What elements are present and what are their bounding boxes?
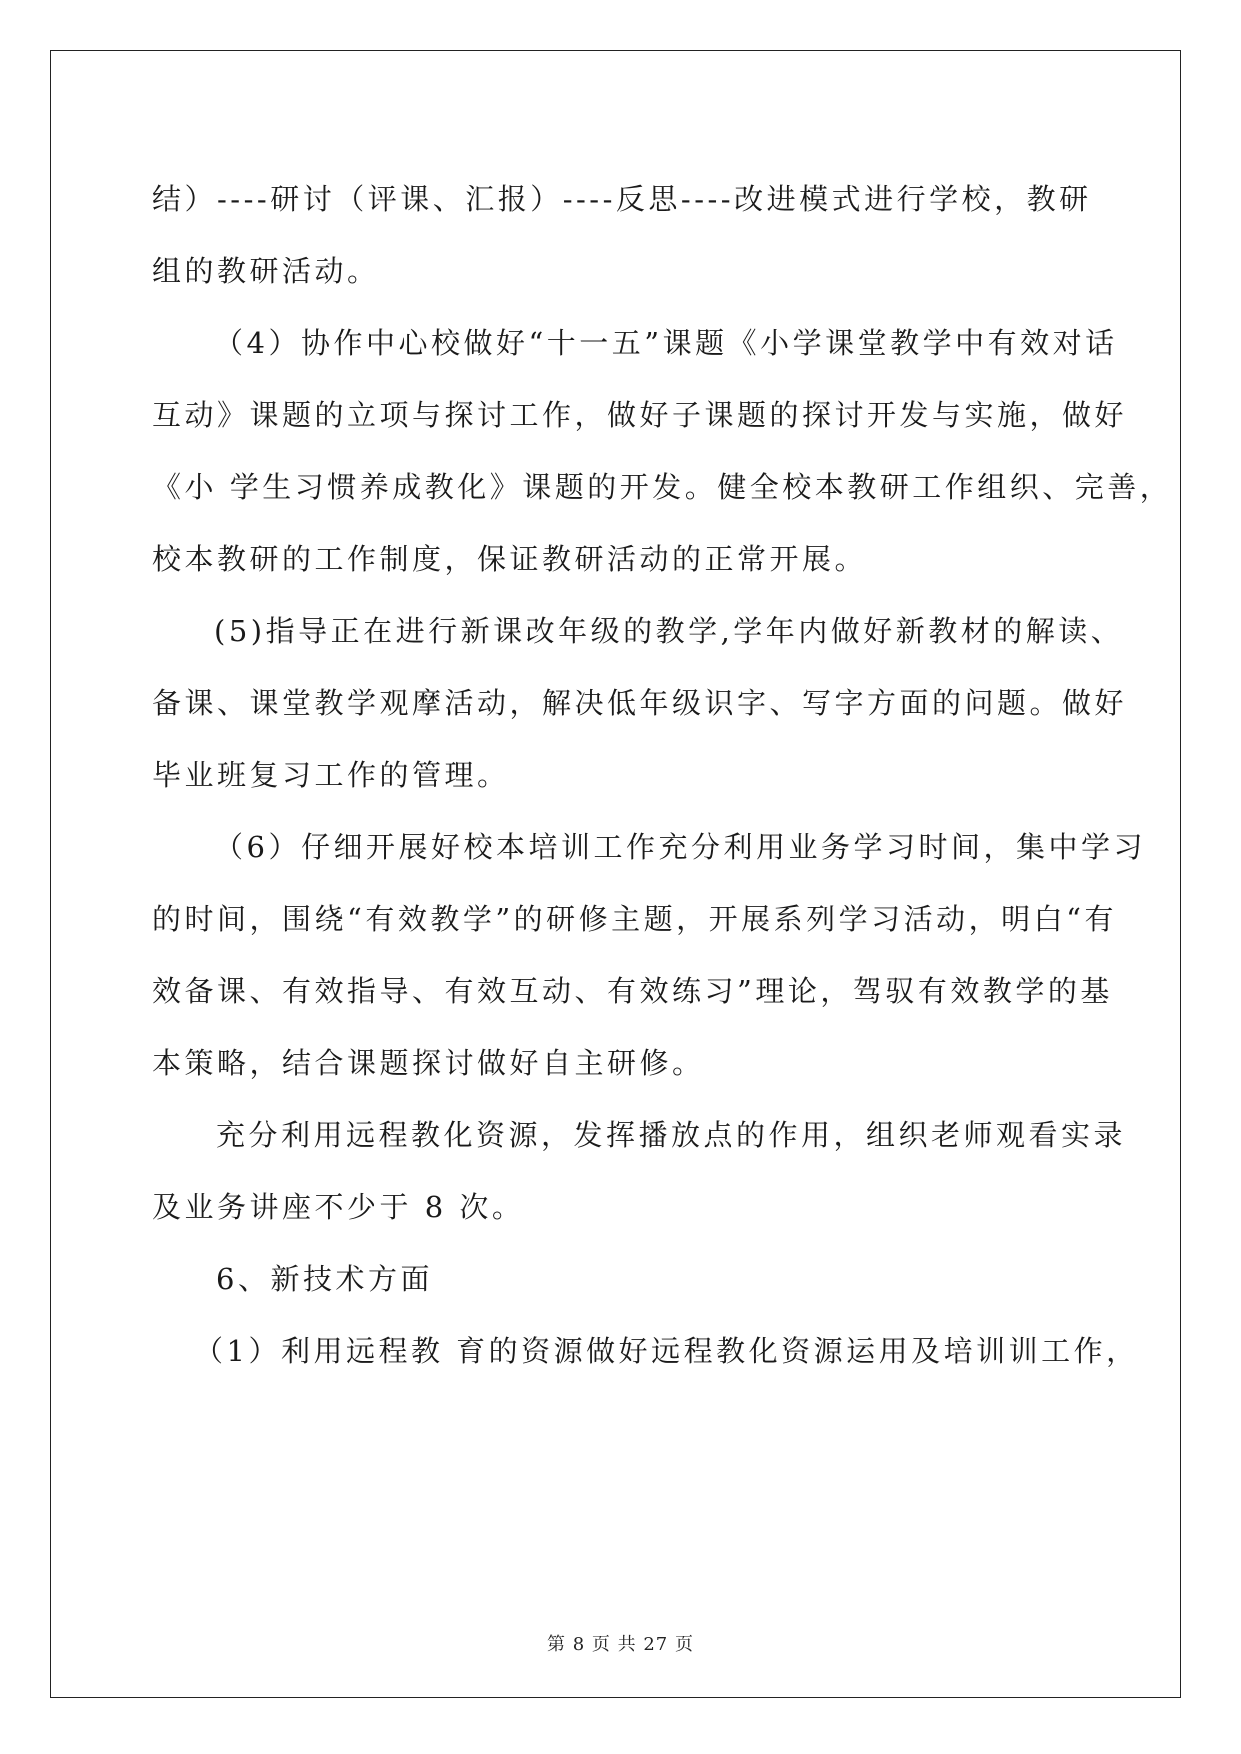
text-line: （6）仔细开展好校本培训工作充分利用业务学习时间，集中学习 [214,830,1146,864]
text-line: 效备课、有效指导、有效互动、有效练习”理论，驾驭有效教学的基 [152,974,1113,1008]
text-line: 组的教研活动。 [152,254,380,288]
text-line: 及业务讲座不少于 8 次。 [152,1190,525,1224]
text-line: 校本教研的工作制度，保证教研活动的正常开展。 [152,542,868,576]
text-line: 《小 学生习惯养成教化》课题的开发。健全校本教研工作组织、完善， [152,470,1173,504]
text-line: 备课、课堂教学观摩活动，解决低年级识字、写字方面的问题。做好 [152,686,1128,720]
text-line: 本策略，结合课题探讨做好自主研修。 [152,1046,705,1080]
text-line: （4）协作中心校做好“十一五”课题《小学课堂教学中有效对话 [214,326,1118,360]
text-line: 互动》课题的立项与探讨工作，做好子课题的探讨开发与实施，做好 [152,398,1128,432]
text-line: 结）----研讨（评课、汇报）----反思----改进模式进行学校，教研 [152,182,1092,216]
page-number-footer: 第 8 页 共 27 页 [547,1634,694,1655]
text-line: (5)指导正在进行新课改年级的教学,学年内做好新教材的解读、 [214,614,1124,648]
text-line: 毕业班复习工作的管理。 [152,758,510,792]
section-heading: 6、新技术方面 [216,1262,433,1296]
text-line: （1）利用远程教 育的资源做好远程教化资源运用及培训训工作， [194,1334,1139,1368]
document-body [152,163,1173,1387]
text-line: 充分利用远程教化资源，发挥播放点的作用，组织老师观看实录 [216,1118,1127,1152]
text-line: 的时间，围绕“有效教学”的研修主题，开展系列学习活动，明白“有 [152,902,1117,936]
